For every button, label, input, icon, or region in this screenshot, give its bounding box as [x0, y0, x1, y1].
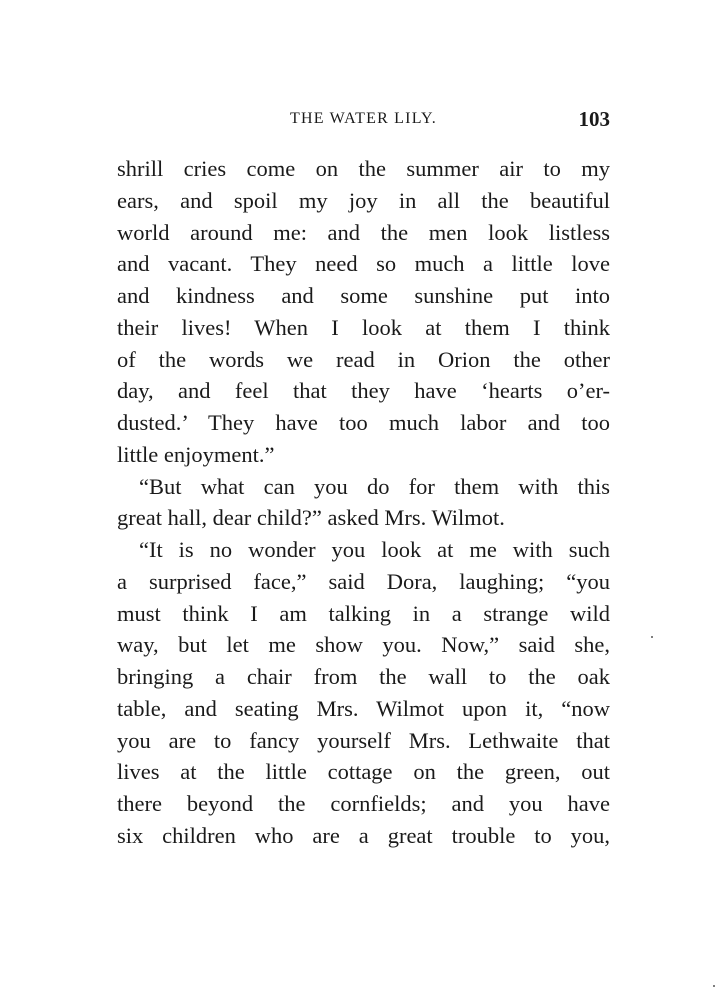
text-line: lives at the little cottage on the green, out	[117, 759, 610, 785]
body-text	[117, 153, 610, 852]
text-line: way, but let me show you. Now,” said she,	[117, 632, 610, 658]
text-line: ears, and spoil my joy in all the beautiful	[117, 187, 610, 213]
text-line: a surprised face,” said Dora, laughing; “you	[117, 568, 610, 594]
text-line: bringing a chair from the wall to the oak	[117, 664, 610, 689]
text-line: “But what can you do for them with this	[139, 473, 610, 499]
text-line: shrill cries come on the summer air to my	[117, 156, 610, 181]
text-line: there beyond the cornfields; and you have	[117, 791, 610, 816]
text-line: and kindness and some sunshine put into	[117, 283, 610, 308]
running-header	[117, 104, 610, 134]
text-line: great hall, dear child?” asked Mrs. Wilmot.	[117, 505, 505, 531]
text-line: world around me: and the men look listless	[117, 219, 610, 245]
text-line: their lives! When I look at them I think	[117, 314, 610, 340]
paper-speck	[651, 636, 653, 638]
text-line: you are to fancy yourself Mrs. Lethwaite that	[117, 727, 610, 753]
paper-speck	[713, 985, 715, 987]
text-line: of the words we read in Orion the other	[117, 346, 610, 372]
text-line: must think I am talking in a strange wild	[117, 600, 610, 626]
text-line: day, and feel that they have ‘hearts o’er-	[117, 378, 610, 404]
page-number: 103	[578, 107, 610, 131]
text-line: six children who are a great trouble to you,	[117, 822, 610, 848]
text-line: table, and seating Mrs. Wilmot upon it, “now	[117, 695, 610, 721]
text-line: dusted.’ They have too much labor and too	[117, 410, 610, 435]
text-line: and vacant. They need so much a little love	[117, 251, 610, 277]
text-line: “It is no wonder you look at me with such	[139, 537, 610, 562]
running-title: THE WATER LILY.	[290, 110, 437, 127]
text-line: little enjoyment.”	[117, 441, 275, 467]
